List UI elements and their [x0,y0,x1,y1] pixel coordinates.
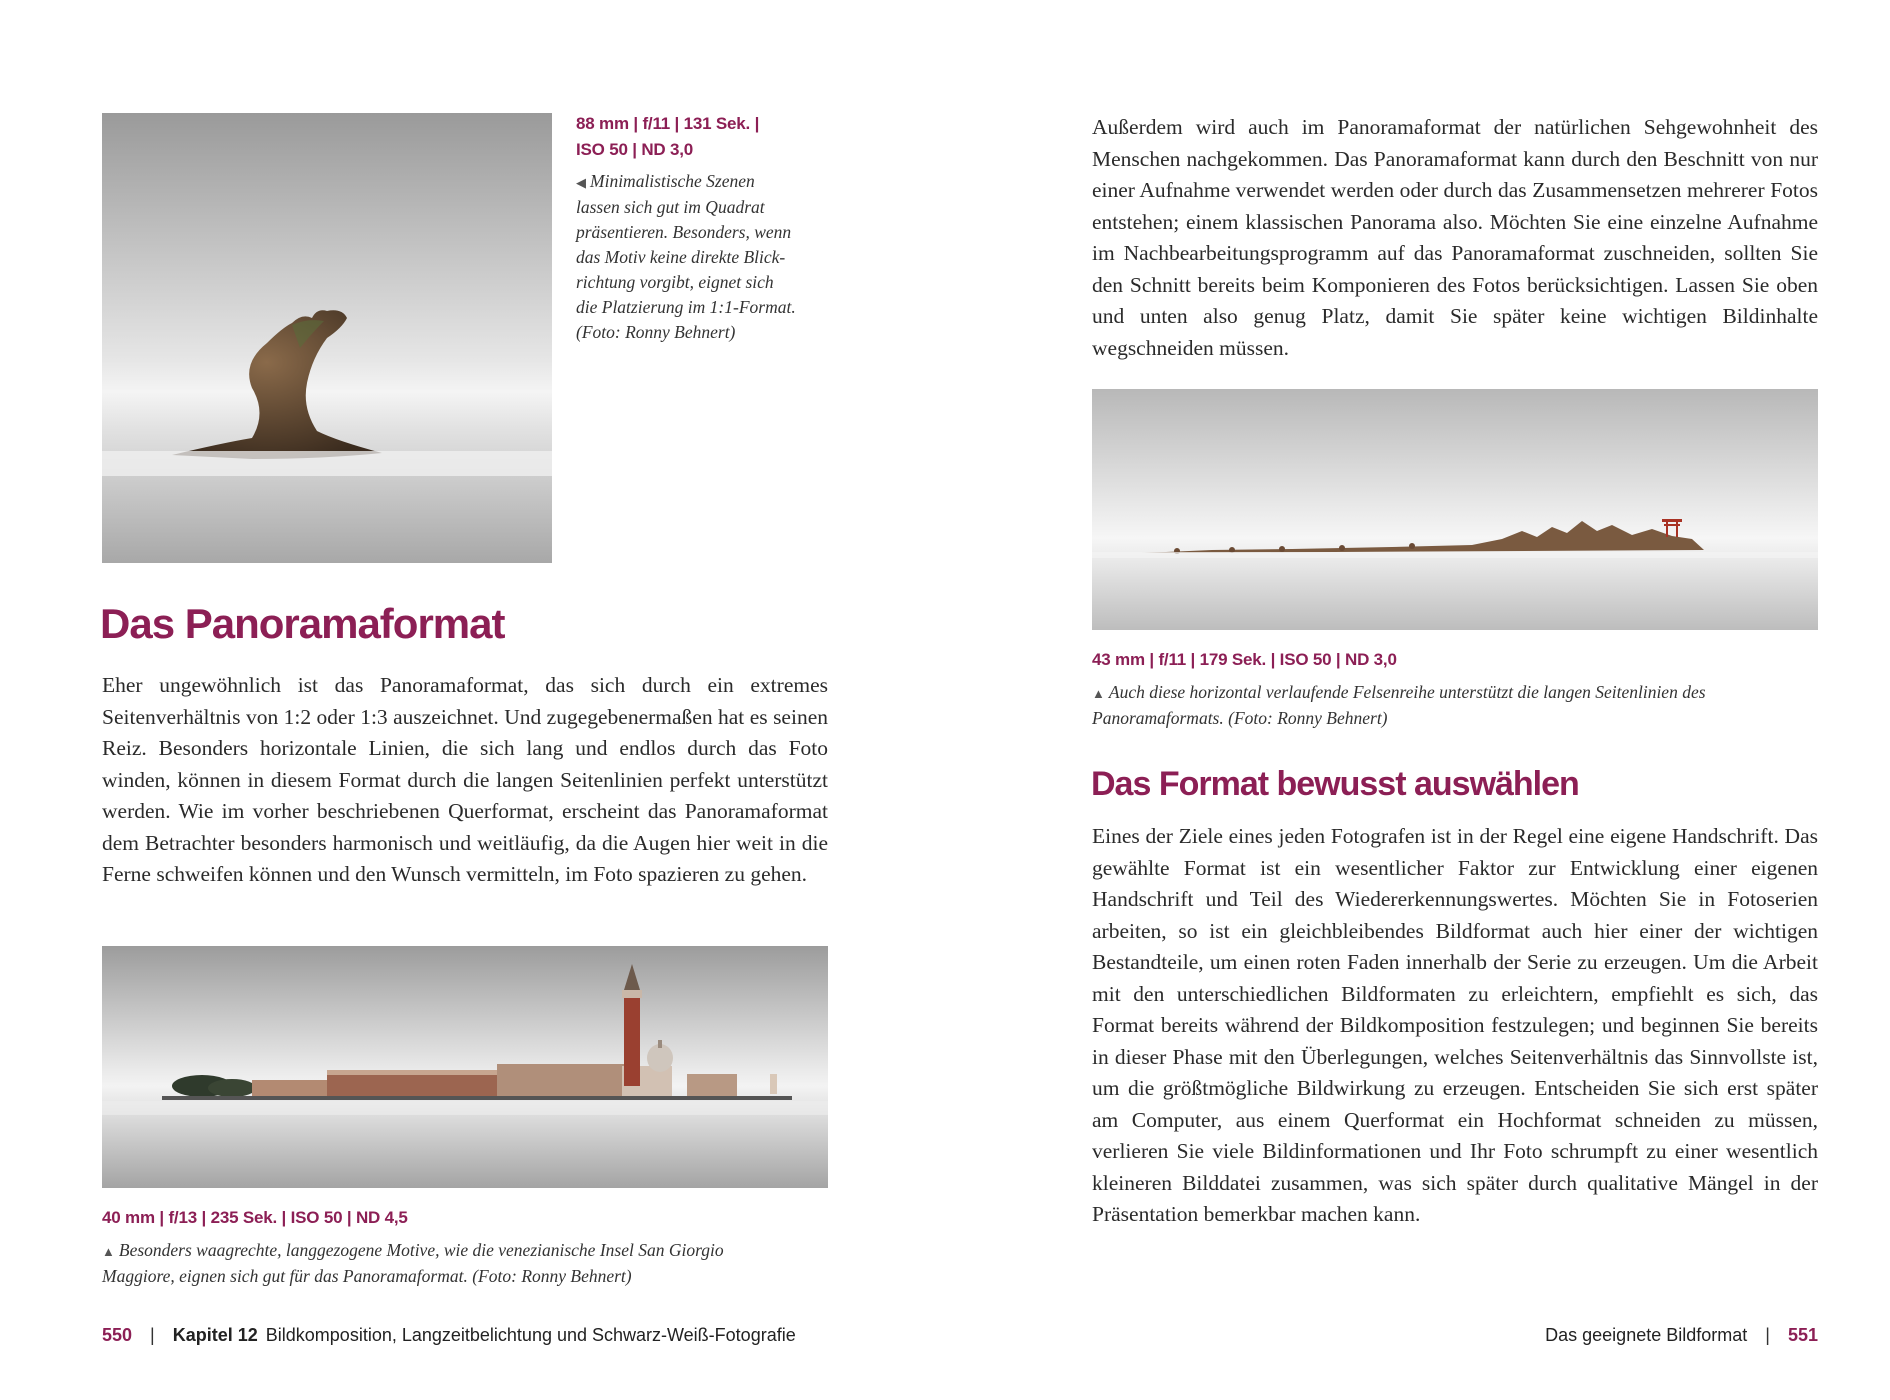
square-rock-photo [102,113,552,563]
left-page-number: 550 [102,1325,133,1345]
caption-line: (Foto: Ronny Behnert) [576,322,736,342]
caption-line: lassen sich gut im Quadrat [576,197,765,217]
caption-line: Maggiore, eignen sich gut für das Panoramaformat. (Foto: Ronny Behnert) [102,1266,632,1286]
venice-photo-caption [102,1238,842,1289]
caption-line: Minimalistische Szenen [590,171,755,191]
top-photo-exif [576,111,759,163]
rock-row-photo-exif: 43 mm | f/11 | 179 Sek. | ISO 50 | ND 3,0 [1092,650,1397,669]
up-triangle-icon: ▲ [102,1244,115,1259]
footer-divider: | [150,1325,155,1345]
left-triangle-icon: ◀ [576,175,586,190]
right-page-number: 551 [1787,1325,1818,1345]
exif-line-2: ISO 50 | ND 3,0 [576,140,694,159]
footer-chapter-title: Bildkomposition, Langzeitbelichtung und Schwarz-Weiß-Fotografie [265,1325,796,1345]
caption-line: Besonders waagrechte, langgezogene Motive, wie die venezianische Insel San Giorgio [118,1240,724,1260]
caption-line: das Motiv keine direkte Blick- [576,247,786,267]
caption-line: Auch diese horizontal verlaufende Felsenreihe unterstützt die langen Seitenlinien des [1108,682,1706,702]
caption-line: die Platzierung im 1:1-Format. [576,297,796,317]
footer-divider: | [1765,1325,1770,1345]
footer-section-title: Das geeignete Bildformat [1545,1325,1748,1345]
section-heading-panoramaformat: Das Panoramaformat [100,600,505,647]
exif-line-1: 88 mm | f/11 | 131 Sek. | [576,114,760,133]
left-footer [102,1322,796,1348]
footer-chapter: Kapitel 12 [172,1325,258,1345]
panorama-paragraph: Eher ungewöhnlich ist das Panoramaformat, das sich durch ein extremes Seitenverhältnis von 1:2 oder 1:3 auszeichnet. Und zugegebenermaßen hat es seinen Reiz. Besonders horizontale Linien, die sich lang und endlos durch das Foto winden, können in diesem Format durch die langen Seitenlinien perfekt unterstützt werden. Wie im vorher beschriebenen Querformat, erscheint das Panoramaformat dem Betrachter besonders harmonisch und weitläufig, da die Augen hier weit in die Ferne schweifen können und den Wunsch vermitteln, im Foto spazieren zu gehen. [102,673,828,886]
right-footer [1545,1322,1818,1348]
venice-panorama-photo [102,946,828,1188]
top-photo-caption [576,169,846,345]
caption-line: Panoramaformats. (Foto: Ronny Behnert) [1092,708,1388,728]
caption-line: präsentieren. Besonders, wenn [576,222,792,242]
rock-row-panorama-photo [1092,389,1818,630]
panorama-intro-paragraph: Außerdem wird auch im Panoramaformat der natürlichen Sehgewohnheit des Menschen nachgekommen. Das Panoramaformat kann durch den Beschnitt von nur einer Aufnahme verwendet werden oder durch das Zusammensetzen mehrerer Fotos entstehen; einem klassischen Panorama also. Möchten Sie eine einzelne Aufnahme im Nachbearbeitungsprogramm auf das Panoramaformat zuschneiden, sollten Sie den Schnitt bereits beim Komponieren des Fotos berücksichtigen. Lassen Sie oben und unten also genug Platz, damit Sie später keine wichtigen Bildinhalte wegschneiden müssen. [1092,115,1818,360]
section-heading-format-auswaehlen: Das Format bewusst auswählen [1091,765,1579,803]
rock-row-photo-caption [1092,680,1832,731]
caption-line: richtung vorgibt, eignet sich [576,272,774,292]
up-triangle-icon: ▲ [1092,686,1105,701]
venice-photo-exif: 40 mm | f/13 | 235 Sek. | ISO 50 | ND 4,5 [102,1208,408,1227]
format-choice-paragraph: Eines der Ziele eines jeden Fotografen ist in der Regel eine eigene Handschrift. Das gewählte Format ist ein wesentlicher Faktor zur Entwicklung einer eigenen Handschrift und Teil des Wiedererkennungswertes. Möchten Sie in Fotoserien arbeiten, so ist ein gleichbleibendes Bildformat auch hier einer der wichtigen Bestandteile, um einen roten Faden innerhalb der Serie zu erzeugen. Um die Arbeit mit den unterschiedlichen Bildformaten zu erleichtern, empfiehlt es sich, das Format bereits während der Bildkomposition festzulegen; und beginnen Sie bereits in dieser Phase mit den Überlegungen, welches Seitenverhältnis das Sinnvollste ist, um die größtmögliche Bildwirkung zu erzeugen. Entscheiden Sie sich erst später am Computer, aus einem Querformat ein Hochformat schneiden zu müssen, verlieren Sie viele Bildinformationen und Ihr Foto schrumpft zu einer wesentlich kleineren Bilddatei zusammen, was sich später durch qualitative Mängel in der Präsentation bemerkbar machen kann. [1092,824,1818,1226]
